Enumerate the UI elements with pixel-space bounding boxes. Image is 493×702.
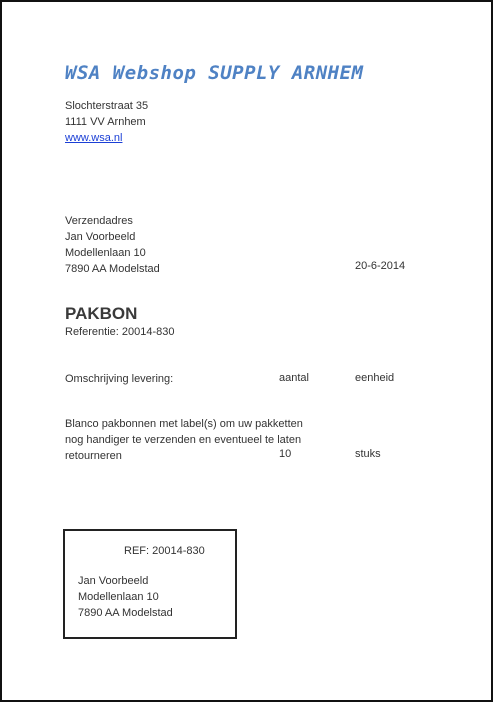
shipping-address — [65, 213, 160, 277]
label-name: Jan Voorbeeld — [78, 575, 149, 587]
table-row-unit: stuks — [355, 448, 381, 460]
description-line: nog handiger te verzenden en eventueel te laten — [65, 434, 302, 446]
company-website-link[interactable]: www.wsa.nl — [65, 132, 123, 144]
description-line: retourneren — [65, 450, 122, 462]
document-title: PAKBON — [65, 304, 138, 323]
label-reference: REF: 20014-830 — [124, 545, 205, 557]
shipping-name: Jan Voorbeeld — [65, 231, 136, 243]
shipping-city: 7890 AA Modelstad — [65, 263, 160, 275]
company-name: WSA Webshop SUPPLY ARNHEM — [65, 62, 364, 84]
table-row-quantity: 10 — [279, 448, 292, 460]
label-address — [78, 573, 173, 621]
column-header-quantity: aantal — [279, 372, 309, 384]
document-date: 20-6-2014 — [355, 260, 406, 272]
document-reference: Referentie: 20014-830 — [65, 326, 175, 338]
company-street: Slochterstraat 35 — [65, 100, 149, 112]
company-address — [65, 98, 148, 146]
shipping-label-box — [63, 529, 237, 639]
column-header-unit: eenheid — [355, 372, 395, 384]
shipping-street: Modellenlaan 10 — [65, 247, 146, 259]
column-header-description: Omschrijving levering: — [65, 373, 174, 385]
label-street: Modellenlaan 10 — [78, 591, 159, 603]
table-row-description — [65, 416, 303, 464]
label-city: 7890 AA Modelstad — [78, 607, 173, 619]
description-line: Blanco pakbonnen met label(s) om uw pakketten — [65, 418, 303, 430]
shipping-heading: Verzendadres — [65, 215, 133, 227]
company-city: 1111 VV Arnhem — [65, 116, 146, 128]
